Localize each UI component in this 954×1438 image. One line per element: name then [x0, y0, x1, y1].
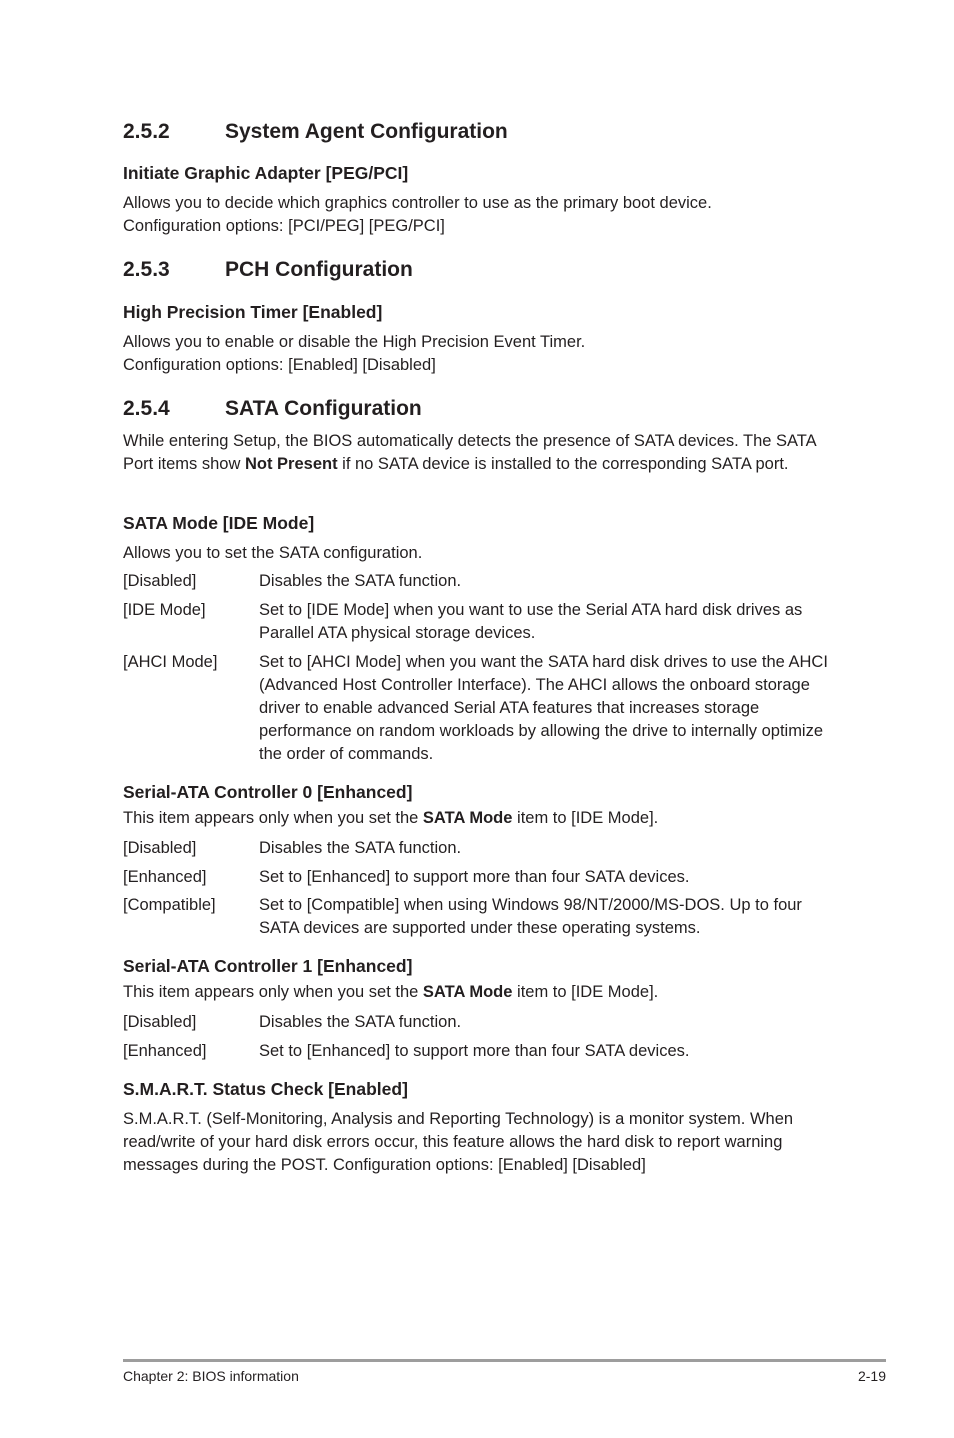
section-title: SATA Configuration: [225, 397, 422, 420]
desc-text: item to [IDE Mode].: [512, 809, 659, 827]
item-config-options: Configuration options: [PCI/PEG] [PEG/PCI]: [123, 217, 445, 235]
item-description: Allows you to enable or disable the High Precision Event Timer.: [123, 333, 586, 351]
section-title: PCH Configuration: [225, 258, 413, 281]
option-row: [123, 1040, 843, 1063]
item-description: Allows you to set the SATA configuration.: [123, 544, 423, 562]
section-intro: [123, 430, 843, 476]
item-title-controller-1: Serial-ATA Controller 1 [Enhanced]: [123, 956, 413, 976]
section-number: 2.5.2: [123, 120, 170, 143]
section-heading-2-5-3: [123, 258, 413, 282]
option-desc: Disables the SATA function.: [259, 572, 462, 590]
option-desc: Set to [Enhanced] to support more than four SATA devices.: [259, 868, 690, 886]
section-number: 2.5.4: [123, 397, 170, 420]
item-description: S.M.A.R.T. (Self-Monitoring, Analysis and Reporting Technology) is a monitor system. When read/write of your hard disk errors occur, this feature allows the hard disk to report warning messages during the POST. Configuration options: [Enabled] [Disabled]: [123, 1110, 794, 1174]
section-heading-2-5-4: [123, 397, 422, 421]
option-desc: Set to [Enhanced] to support more than four SATA devices.: [259, 1042, 690, 1060]
desc-bold: SATA Mode: [422, 809, 513, 827]
option-key: [Disabled]: [123, 839, 197, 857]
section-number: 2.5.3: [123, 258, 170, 281]
option-desc: Set to [IDE Mode] when you want to use the Serial ATA hard disk drives as Parallel ATA physical storage devices.: [259, 601, 803, 642]
option-desc: Set to [AHCI Mode] when you want the SATA hard disk drives to use the AHCI (Advanced Host Controller Interface). The AHCI allows the onboard storage driver to enable advanced Serial ATA features that increases storage performance on random workloads by allowing the drive to internally optimize the order of commands.: [259, 653, 828, 763]
option-key: [IDE Mode]: [123, 601, 206, 619]
item-description: [123, 981, 843, 1004]
option-key: [Enhanced]: [123, 868, 207, 886]
item-title-initiate-graphic-adapter: Initiate Graphic Adapter [PEG/PCI]: [123, 163, 409, 183]
option-row: [123, 599, 843, 645]
option-key: [AHCI Mode]: [123, 653, 218, 671]
item-config-options: Configuration options: [Enabled] [Disabled]: [123, 356, 436, 374]
desc-text: This item appears only when you set the: [123, 983, 423, 1001]
option-row: [123, 837, 843, 860]
option-row: [123, 894, 843, 940]
footer-chapter: Chapter 2: BIOS information: [123, 1368, 299, 1384]
option-key: [Enhanced]: [123, 1042, 207, 1060]
option-row: [123, 570, 843, 593]
intro-text: if no SATA device is installed to the corresponding SATA port.: [337, 455, 789, 473]
option-row: [123, 651, 843, 766]
item-title-sata-mode: SATA Mode [IDE Mode]: [123, 513, 315, 533]
desc-text: This item appears only when you set the: [123, 809, 423, 827]
option-row: [123, 1011, 843, 1034]
desc-text: item to [IDE Mode].: [512, 983, 659, 1001]
item-description: Allows you to decide which graphics controller to use as the primary boot device.: [123, 194, 712, 212]
option-key: [Disabled]: [123, 1013, 197, 1031]
item-title-controller-0: Serial-ATA Controller 0 [Enhanced]: [123, 782, 413, 802]
option-key: [Disabled]: [123, 572, 197, 590]
option-desc: Disables the SATA function.: [259, 1013, 462, 1031]
option-desc: Disables the SATA function.: [259, 839, 462, 857]
intro-text: While entering Setup, the BIOS automatically detects the presence of SATA devices. The SATA Port items show: [123, 432, 816, 473]
option-key: [Compatible]: [123, 896, 216, 914]
item-title-smart-status-check: S.M.A.R.T. Status Check [Enabled]: [123, 1079, 408, 1099]
item-description: [123, 807, 843, 830]
section-heading-2-5-2: [123, 120, 508, 144]
desc-bold: SATA Mode: [422, 983, 513, 1001]
option-desc: Set to [Compatible] when using Windows 98/NT/2000/MS-DOS. Up to four SATA devices are supported under these operating systems.: [259, 896, 802, 937]
option-row: [123, 866, 843, 889]
footer-page-number: 2-19: [857, 1368, 886, 1384]
section-title: System Agent Configuration: [225, 120, 508, 143]
item-title-high-precision-timer: High Precision Timer [Enabled]: [123, 302, 383, 322]
intro-bold: Not Present: [244, 455, 338, 473]
footer-divider: [123, 1359, 886, 1362]
